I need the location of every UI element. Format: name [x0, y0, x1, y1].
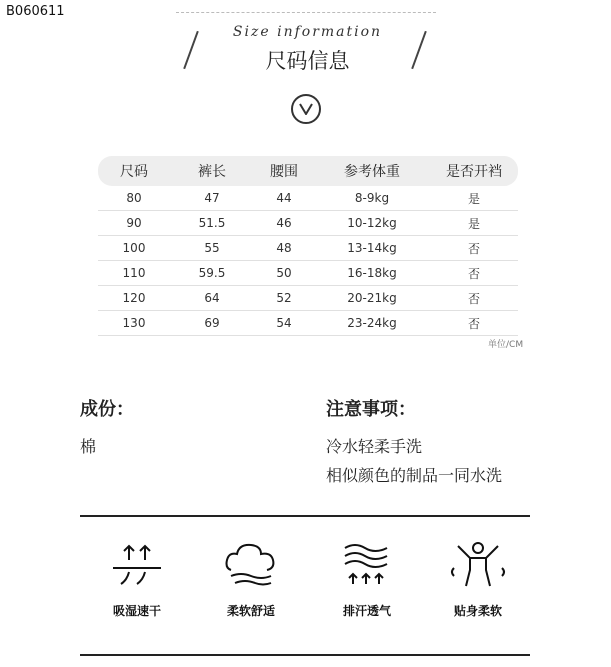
column-header: 是否开裆 [446, 164, 502, 180]
table-row [98, 186, 518, 211]
top-dashed-divider [176, 12, 436, 13]
feature-body-fit [433, 540, 523, 619]
chevron-down-circle-icon [291, 94, 321, 124]
table-cell: 100 [122, 241, 146, 255]
table-cell: 54 [276, 316, 292, 330]
table-cell: 50 [276, 266, 292, 280]
feature-label: 吸湿速干 [112, 604, 161, 618]
table-cell: 44 [276, 191, 292, 205]
moisture-wicking-icon [107, 540, 167, 588]
care-line: 冷水轻柔手洗 [326, 437, 423, 456]
section-divider [80, 515, 530, 517]
table-cell: 52 [276, 291, 292, 305]
title-slash-right [411, 31, 427, 69]
table-cell: 8-9kg [354, 191, 390, 205]
table-cell: 90 [126, 216, 142, 230]
sweat-vent-icon [337, 540, 397, 588]
table-cell: 否 [467, 316, 480, 331]
table-cell: 23-24kg [347, 316, 397, 330]
care-line: 相似颜色的制品一同水洗 [326, 466, 503, 485]
composition-heading: 成份： [80, 399, 134, 420]
title-slash-left [183, 31, 199, 69]
bottom-divider [80, 654, 530, 656]
column-header: 腰围 [270, 164, 298, 180]
feature-label: 排汗透气 [342, 604, 391, 618]
cloud-soft-icon [221, 540, 281, 588]
table-cell: 否 [467, 266, 480, 281]
table-cell: 130 [122, 316, 146, 330]
table-row [98, 236, 518, 261]
column-header: 尺码 [120, 164, 148, 180]
column-header: 裤长 [198, 164, 226, 180]
table-row [98, 311, 518, 336]
table-row [98, 286, 518, 311]
table-cell: 是 [467, 216, 480, 231]
feature-breathable [322, 540, 412, 619]
table-row [98, 261, 518, 286]
table-cell: 否 [467, 291, 480, 306]
table-header [98, 156, 518, 186]
table-cell: 110 [122, 266, 146, 280]
feature-label: 柔软舒适 [226, 604, 275, 618]
table-cell: 69 [204, 316, 220, 330]
table-cell: 10-12kg [347, 216, 397, 230]
table-cell: 48 [276, 241, 292, 255]
table-cell: 13-14kg [347, 241, 397, 255]
table-cell: 55 [204, 241, 220, 255]
table-cell: 80 [126, 191, 142, 205]
page-title: 尺码信息 [265, 49, 350, 73]
table-cell: 否 [467, 241, 480, 256]
table-cell: 120 [122, 291, 146, 305]
body-fit-icon [448, 540, 508, 588]
unit-note: 单位/CM [488, 340, 524, 350]
feature-label: 贴身柔软 [453, 604, 502, 618]
feature-soft-comfort [206, 540, 296, 619]
table-cell: 是 [467, 191, 480, 206]
feature-moisture-wicking [92, 540, 182, 619]
table-row [98, 211, 518, 236]
composition-value: 棉 [80, 437, 97, 456]
care-heading: 注意事项： [326, 399, 416, 420]
column-header: 参考体重 [344, 164, 400, 180]
product-code: B060611 [6, 4, 65, 19]
size-table [98, 156, 518, 336]
table-cell: 46 [276, 216, 292, 230]
script-title: Size information [232, 24, 383, 40]
table-cell: 47 [204, 191, 220, 205]
table-cell: 20-21kg [347, 291, 397, 305]
table-cell: 51.5 [198, 216, 226, 230]
table-cell: 59.5 [198, 266, 226, 280]
table-cell: 64 [204, 291, 220, 305]
table-cell: 16-18kg [347, 266, 397, 280]
